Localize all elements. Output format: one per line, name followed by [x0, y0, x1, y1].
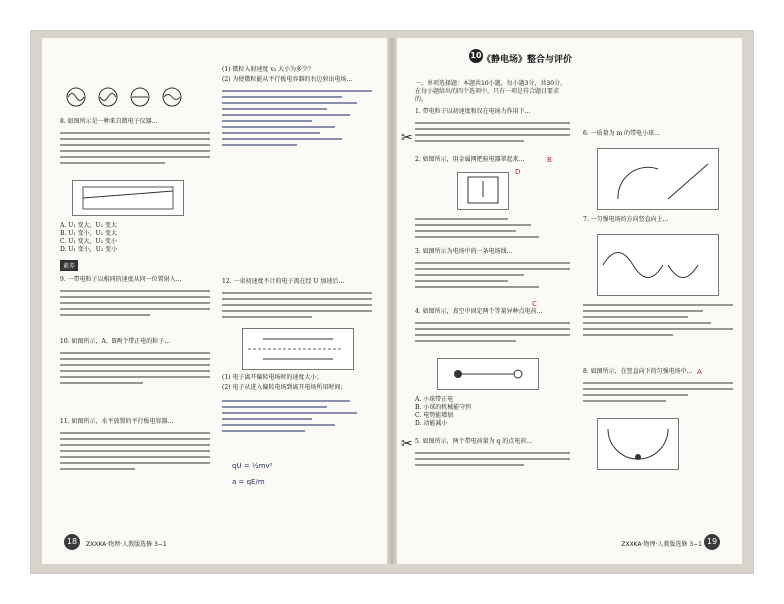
question-r5: 5. 如图所示，两个带电荷量为 q 的点电荷… [415, 438, 533, 445]
question-r2-choices [415, 214, 570, 242]
question-11-text-lines [60, 428, 210, 474]
question-r2: 2. 如图所示，用金属网把验电器罩起来… [415, 156, 525, 163]
question-11: 11. 如图所示，水平放置的平行板电容器… [60, 418, 174, 425]
right-page-footer: ZXXKA·物理·人教版选修 3−1 [621, 541, 702, 548]
choice-d: D. U₁ 变小，U₂ 变小 [60, 246, 118, 253]
question-9: 9. 一带电粒子以相同的速度从同一位置射入… [60, 276, 182, 283]
choice-sample-a: A. 小球带正电 [415, 396, 454, 403]
question-12: 12. 一束初速度不计的电子流在经 U 加速后… [222, 278, 345, 285]
right-page [397, 38, 742, 564]
question-r8-lines [583, 378, 733, 406]
question-r4-figure [437, 358, 539, 390]
handwritten-answer-2: C [532, 300, 537, 308]
handwritten-answer-1: D [515, 168, 521, 176]
wave-diagrams [60, 86, 190, 108]
question-9-text-lines [60, 286, 210, 320]
question-10: 10. 如图所示，A、B两个带正电的粒子… [60, 338, 171, 345]
handwritten-answer-4: A [697, 368, 702, 376]
scissor-icon-2: ✂ [401, 436, 413, 452]
choice-a: A. U₁ 变大，U₂ 变大 [60, 222, 117, 229]
photo-background [30, 30, 754, 574]
electroscope-figure [457, 172, 509, 210]
question-r5-lines [415, 448, 570, 470]
choice-sample-d: D. 动能减小 [415, 420, 448, 427]
question-r4: 4. 如图所示，真空中固定两个等量异种点电荷… [415, 308, 543, 315]
question-8-text-lines [60, 128, 210, 168]
question-r3: 3. 如图所示为电场中的一条电场线… [415, 248, 513, 255]
choice-sample-b: B. 小球的机械能守恒 [415, 404, 472, 411]
question-12-text-lines [222, 288, 372, 322]
question-12-figure [242, 328, 354, 370]
question-r7-lines [583, 300, 733, 340]
question-r6-figure [597, 148, 719, 210]
sub-answer-3: (1) 电子离开偏转电场时的速度大小； [222, 374, 323, 381]
book-spine [387, 38, 397, 564]
question-r8: 8. 如图所示，在竖直向下的匀强电场中… [583, 368, 693, 375]
unit-title: 《静电场》整合与评价 [482, 55, 573, 65]
scissor-icon: ✂ [401, 130, 413, 146]
question-8: 8. 如图所示是一种来自微电子仪器… [60, 118, 158, 125]
question-10-text-lines [60, 348, 210, 388]
handwritten-equation-1: qU = ½mv² [232, 462, 273, 470]
left-page [42, 38, 387, 564]
question-r7: 7. 一匀强电场的方向竖直向上… [583, 216, 669, 223]
right-page-number: 19 [704, 534, 720, 550]
question-r7-figure [597, 234, 719, 296]
sub-answer-2: (2) 为使微粒能从平行板电容器的右边射出电场… [222, 76, 353, 83]
sub-answer-4: (2) 电子从进入偏转电场到离开电场所用时间； [222, 384, 347, 391]
question-r1-lines [415, 118, 570, 146]
handwritten-work-area-1 [222, 86, 372, 150]
choice-c: C. U₁ 变大，U₂ 变小 [60, 238, 117, 245]
section-intro: 一、单项选择题：本题共10小题，每小题3分，共30分。在每小题给出的四个选项中，只有一项是符合题目要求的。 [415, 80, 567, 103]
question-r3-lines [415, 258, 570, 292]
left-page-number: 18 [64, 534, 80, 550]
question-r1: 1. 带电粒子以初速度和仅在电场力作用下… [415, 108, 531, 115]
sub-answer-1: (1) 微粒入射速度 v₀ 大小为多少？ [222, 66, 315, 73]
question-r6: 6. 一质量为 m 的带电小球… [583, 130, 661, 137]
open-workbook [42, 38, 742, 564]
question-8-figure [72, 180, 184, 216]
section-tag: 素养 [60, 260, 78, 271]
question-r4-lines [415, 318, 570, 346]
handwritten-answer-3: B [547, 156, 552, 164]
handwritten-work-area-2 [222, 396, 372, 436]
question-r8-figure [597, 418, 679, 470]
choice-b: B. U₁ 变小，U₂ 变大 [60, 230, 117, 237]
left-page-footer: ZXXKA·物理·人教版选修 3−1 [86, 541, 167, 548]
unit-badge: 10 [469, 49, 483, 63]
handwritten-equation-2: a = qE/m [232, 478, 265, 486]
choice-sample-c: C. 电势能增加 [415, 412, 454, 419]
